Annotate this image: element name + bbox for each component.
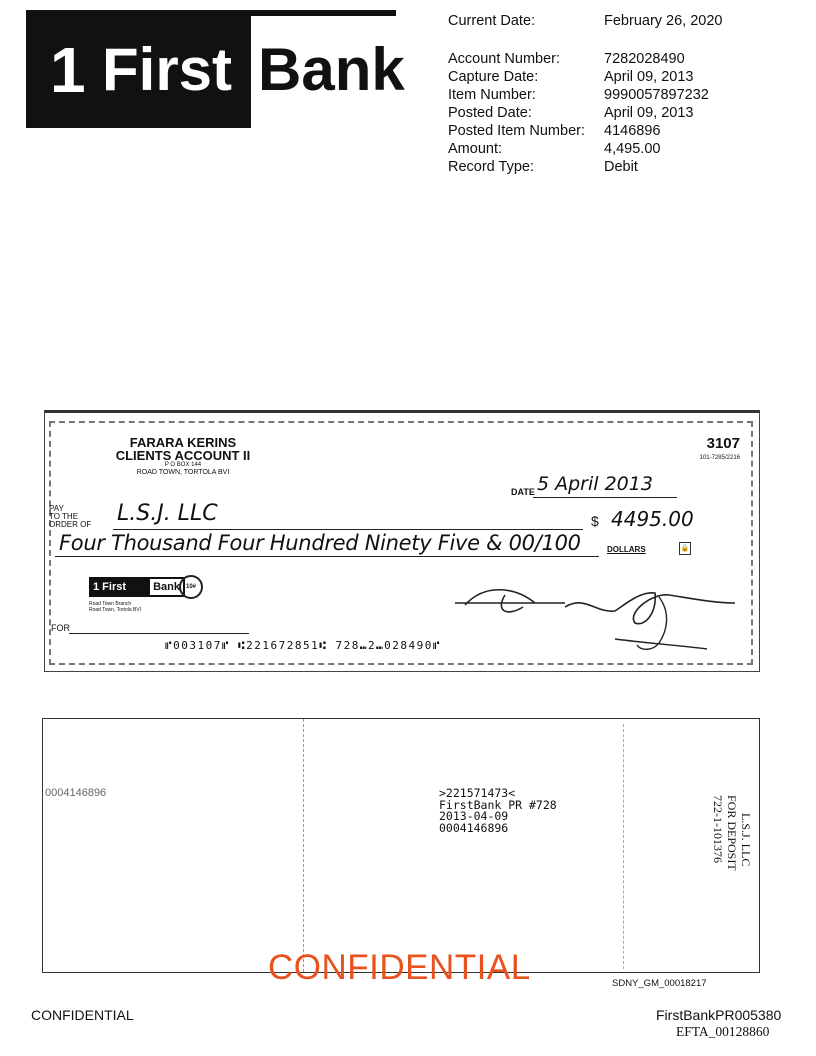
amount-value: 4495.00 (611, 507, 694, 531)
branch-line-1: Road Town Branch (89, 601, 132, 607)
routing-fraction: 101-7285/2216 (699, 455, 740, 461)
info-label: Record Type: (448, 159, 534, 175)
confidential-watermark: CONFIDENTIAL (268, 948, 531, 987)
info-value: 4146896 (604, 123, 661, 139)
amount-in-words: Four Thousand Four Hundred Ninety Five & 00/100 (59, 531, 581, 555)
info-label: Capture Date: (448, 69, 539, 85)
mini-logo-bank: Bank (150, 579, 183, 595)
words-line (55, 556, 599, 557)
pay-label-2: TO THE (49, 512, 79, 521)
back-sequence-number: 0004146896 (45, 787, 107, 799)
date-line (533, 497, 677, 498)
info-label: Posted Date: (448, 105, 532, 121)
footer-bates: FirstBankPR005380 (656, 1007, 782, 1023)
dollar-sign: $ (591, 513, 599, 529)
signature (445, 573, 745, 663)
bank-mini-logo (89, 577, 185, 597)
info-value: April 09, 2013 (604, 105, 694, 121)
stamp-line-3: 2013-04-09 (439, 809, 509, 823)
endorse-line-1: L.S.J. LLC (739, 813, 753, 867)
branch-line-2: Road Town, Tortola BVI (89, 607, 142, 613)
padlock-icon: 🔒 (679, 542, 691, 555)
info-value: February 26, 2020 (604, 13, 723, 29)
seal-icon: 10# (179, 575, 203, 599)
info-label: Item Number: (448, 87, 536, 103)
info-value: 7282028490 (604, 51, 685, 67)
payer-account: CLIENTS ACCOUNT II (115, 448, 251, 463)
stamp-line-2: FirstBank PR #728 (439, 797, 557, 812)
endorse-line-3: 722-1-101376 (711, 795, 725, 863)
payer-name: FARARA KERINS (129, 435, 237, 450)
footer-confidential: CONFIDENTIAL (31, 1007, 134, 1023)
payer-address: ROAD TOWN, TORTOLA BVI (136, 469, 230, 476)
date-value: 5 April 2013 (537, 473, 653, 495)
endorsement (687, 729, 757, 899)
check-front-image (44, 410, 760, 672)
back-divider (623, 724, 624, 969)
logo-bank: Bank (258, 36, 405, 103)
memo-line (69, 633, 249, 634)
stamp-line-4: 0004146896 (439, 820, 509, 835)
stamp-line-1: >221571473< (439, 786, 516, 800)
info-value: Debit (604, 159, 638, 175)
check-back-image (42, 718, 760, 973)
info-value: April 09, 2013 (604, 69, 694, 85)
memo-label: FOR (51, 623, 70, 633)
endorse-line-2: FOR DEPOSIT (725, 795, 739, 871)
back-left-panel (43, 719, 304, 972)
dollars-label: DOLLARS (607, 545, 646, 554)
date-label: DATE (511, 487, 535, 497)
mini-logo-first: 1 First (93, 581, 127, 593)
logo-numeral: 1 (50, 34, 86, 106)
branch-address (89, 601, 141, 613)
info-value: 9990057897232 (604, 87, 709, 103)
logo-first: First (102, 36, 233, 103)
efta-number: EFTA_00128860 (676, 1024, 770, 1039)
bates-number-sdny: SDNY_GM_00018217 (612, 978, 707, 989)
info-label: Current Date: (448, 13, 536, 29)
pay-label-3: ORDER OF (49, 520, 92, 529)
check-number: 3107 (706, 435, 740, 452)
micr-line: ⑈003107⑈ ⑆221672851⑆ 728⑉2⑉028490⑈ (165, 639, 442, 652)
bank-stamp (439, 788, 557, 834)
pay-to-label (49, 505, 91, 529)
payee-value: L.S.J. LLC (117, 501, 218, 526)
info-label: Account Number: (448, 51, 561, 67)
payer-box: P O BOX 144 (164, 462, 202, 468)
info-label: Amount: (448, 141, 502, 157)
info-value: 4,495.00 (604, 141, 661, 157)
pay-label-1: PAY (49, 504, 64, 513)
payee-line (113, 529, 583, 530)
first-bank-logo (26, 10, 405, 128)
info-label: Posted Item Number: (448, 123, 585, 139)
